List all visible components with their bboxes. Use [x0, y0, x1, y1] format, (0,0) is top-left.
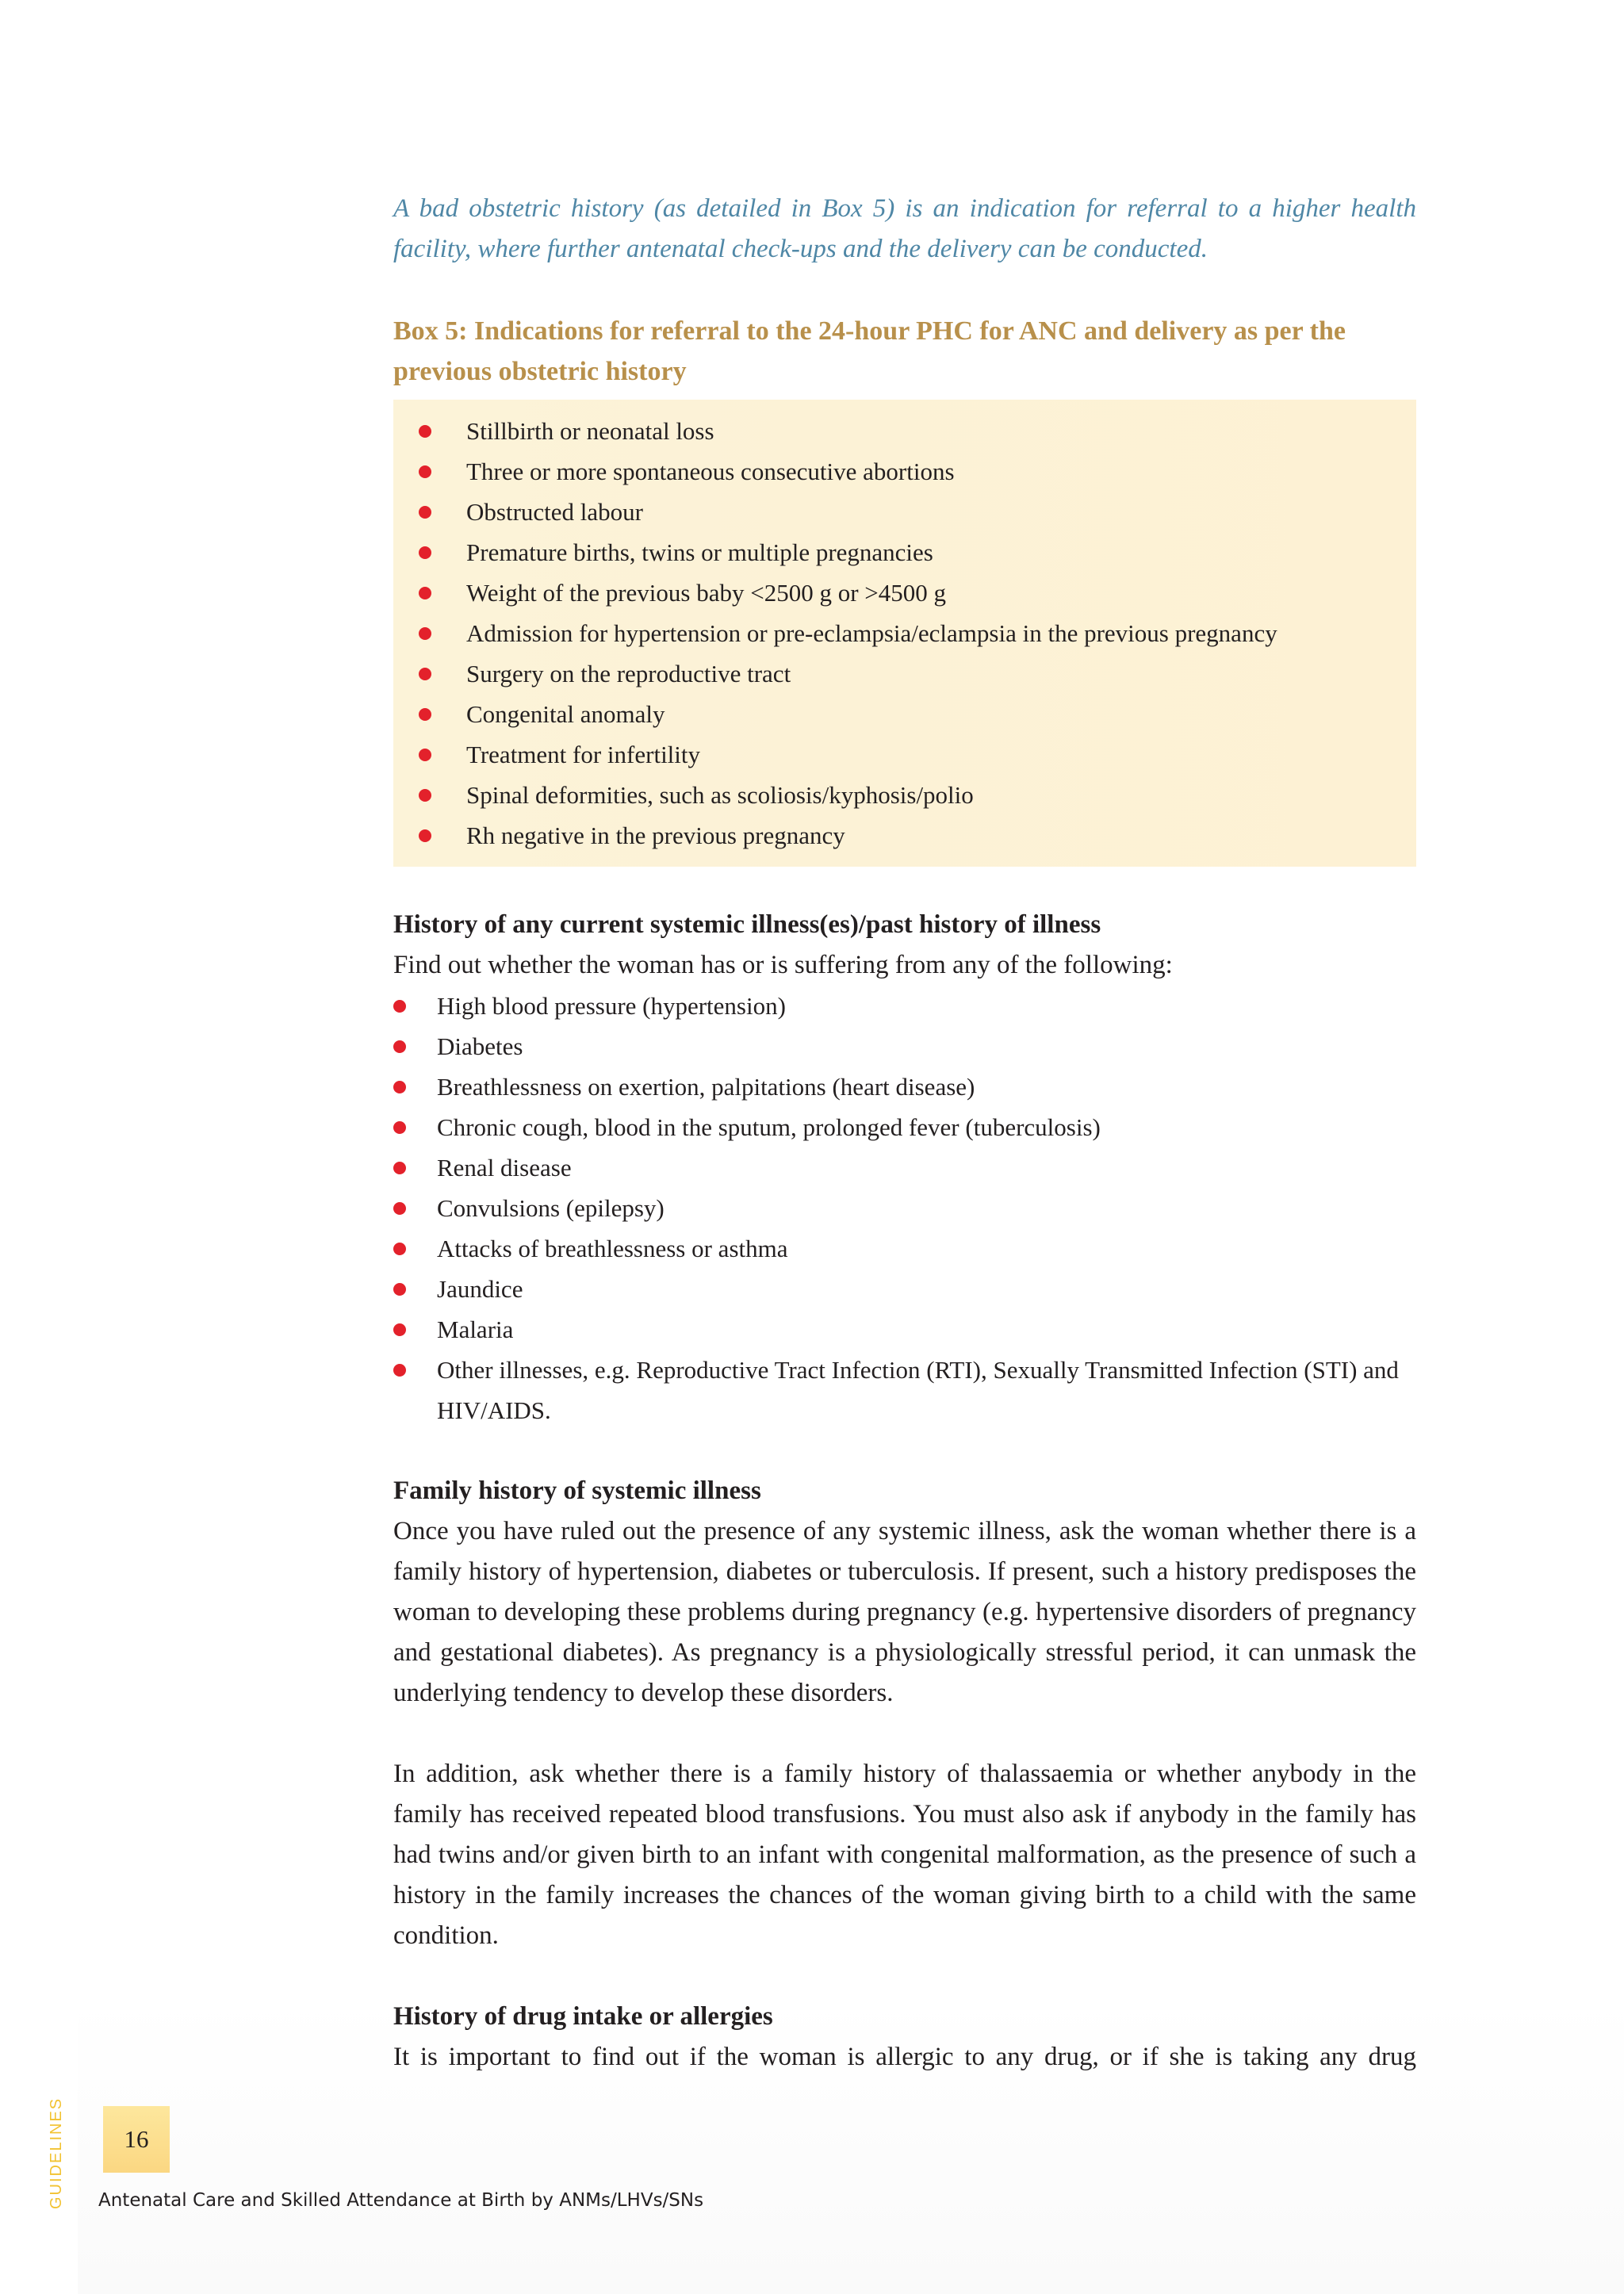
footer-publication-title: Antenatal Care and Skilled Attendance at Birth by ANMs/LHVs/SNs — [98, 2190, 704, 2211]
box5-panel — [393, 400, 1416, 867]
bullet-icon — [393, 1202, 406, 1215]
box5-item — [393, 734, 1416, 775]
box5-item — [393, 694, 1416, 734]
bullet-icon — [419, 587, 431, 599]
family-history-paragraph-1: Once you have ruled out the presence of any systemic illness, ask the woman whether there is a family history of hypertension, diabetes or tuberculosis. If present, such a history predisposes the woman to developing these problems during pregnancy (e.g. hypertensive disorders of pregnancy and gestational diabetes). As pregnancy is a physiologically stressful period, it can unmask the underlying tendency to develop these disorders. — [393, 1517, 1416, 1707]
bullet-icon — [419, 829, 431, 842]
box5-item-text: Three or more spontaneous consecutive abortions — [466, 458, 955, 485]
illness-item — [393, 1026, 1416, 1067]
box5-title: Box 5: Indications for referral to the 24-hour PHC for ANC and delivery as per the previous obstetric history — [393, 316, 1346, 386]
box5-item — [393, 532, 1416, 573]
systemic-illness-section — [393, 905, 1416, 1430]
bullet-icon — [393, 1121, 406, 1134]
bullet-icon — [393, 1364, 406, 1377]
drug-history-heading: History of drug intake or allergies — [393, 2002, 773, 2031]
bullet-icon — [419, 749, 431, 761]
box5-item-text: Stillbirth or neonatal loss — [466, 417, 714, 445]
guidelines-side-label: GUIDELINES — [48, 2097, 65, 2209]
box5-item-text: Obstructed labour — [466, 498, 643, 526]
illness-item — [393, 1228, 1416, 1269]
bullet-icon — [419, 627, 431, 640]
page-number: 16 — [124, 2125, 149, 2153]
systemic-illness-heading: History of any current systemic illness(es)/past history of illness — [393, 910, 1101, 939]
bullet-icon — [393, 1323, 406, 1336]
systemic-illness-lead: Find out whether the woman has or is suffering from any of the following: — [393, 951, 1173, 979]
bullet-icon — [393, 1040, 406, 1053]
illness-item — [393, 1147, 1416, 1188]
bullet-icon — [393, 1162, 406, 1174]
bullet-icon — [419, 668, 431, 680]
illness-item-text: High blood pressure (hypertension) — [437, 992, 786, 1020]
box5-item-text: Surgery on the reproductive tract — [466, 660, 791, 687]
box5-item-text: Treatment for infertility — [466, 741, 701, 768]
box5-item — [393, 775, 1416, 815]
box5-list — [393, 411, 1416, 856]
bullet-icon — [393, 1081, 406, 1093]
box5-item-text: Admission for hypertension or pre-eclampsia/eclampsia in the previous pregnancy — [466, 619, 1277, 647]
box5-item-text: Rh negative in the previous pregnancy — [466, 821, 845, 849]
bullet-icon — [419, 506, 431, 519]
box5-item-text: Congenital anomaly — [466, 700, 665, 728]
illness-item-text: Attacks of breathlessness or asthma — [437, 1235, 788, 1262]
family-history-section — [393, 1471, 1416, 1956]
box5-item — [393, 815, 1416, 856]
illness-item — [393, 1188, 1416, 1228]
box5-item — [393, 451, 1416, 492]
box5-item — [393, 573, 1416, 613]
illness-item-text: Diabetes — [437, 1032, 523, 1060]
illness-item — [393, 986, 1416, 1026]
box5-item — [393, 613, 1416, 653]
box5-item-text: Weight of the previous baby <2500 g or >4500 g — [466, 579, 947, 607]
illness-item — [393, 1269, 1416, 1309]
drug-history-section — [393, 1997, 1416, 2078]
illness-item-text: Chronic cough, blood in the sputum, prolonged fever (tuberculosis) — [437, 1113, 1101, 1141]
illness-item — [393, 1107, 1416, 1147]
family-history-paragraph-2: In addition, ask whether there is a family history of thalassaemia or whether anybody in the family has received repeated blood transfusions. You must also ask if anybody in the family has had twins and/or given birth to an infant with congenital malformation, as the presence of such a history in the family increases the chances of the woman giving birth to a child with the same condition. — [393, 1760, 1416, 1950]
box5-item-text: Premature births, twins or multiple pregnancies — [466, 538, 933, 566]
illness-item-text: Breathlessness on exertion, palpitations (heart disease) — [437, 1073, 975, 1101]
bullet-icon — [393, 1000, 406, 1013]
page-content — [393, 189, 1416, 2078]
bullet-icon — [419, 465, 431, 478]
illness-item-text: Malaria — [437, 1316, 514, 1343]
bullet-icon — [419, 789, 431, 802]
bullet-icon — [393, 1283, 406, 1296]
illness-item — [393, 1067, 1416, 1107]
box5-item — [393, 492, 1416, 532]
illness-item-text: Convulsions (epilepsy) — [437, 1194, 665, 1222]
box5-item — [393, 411, 1416, 451]
box5-item-text: Spinal deformities, such as scoliosis/kyphosis/polio — [466, 781, 974, 809]
illness-item — [393, 1309, 1416, 1350]
illness-item-text: Jaundice — [437, 1275, 523, 1303]
bullet-icon — [419, 546, 431, 559]
bullet-icon — [419, 425, 431, 438]
illness-item — [393, 1350, 1416, 1430]
systemic-illness-list — [393, 986, 1416, 1430]
family-history-heading: Family history of systemic illness — [393, 1476, 761, 1505]
bullet-icon — [419, 708, 431, 721]
box5-item — [393, 653, 1416, 694]
illness-item-text: Renal disease — [437, 1154, 572, 1181]
illness-item-text: Other illnesses, e.g. Reproductive Tract Infection (RTI), Sexually Transmitted Infection (STI) and HIV/AIDS. — [437, 1356, 1399, 1424]
drug-history-paragraph: It is important to find out if the woman is allergic to any drug, or if she is taking any drug — [393, 2043, 1416, 2071]
bullet-icon — [393, 1243, 406, 1255]
intro-paragraph: A bad obstetric history (as detailed in Box 5) is an indication for referral to a higher health facility, where further antenatal check-ups and the delivery can be conducted. — [393, 194, 1416, 263]
